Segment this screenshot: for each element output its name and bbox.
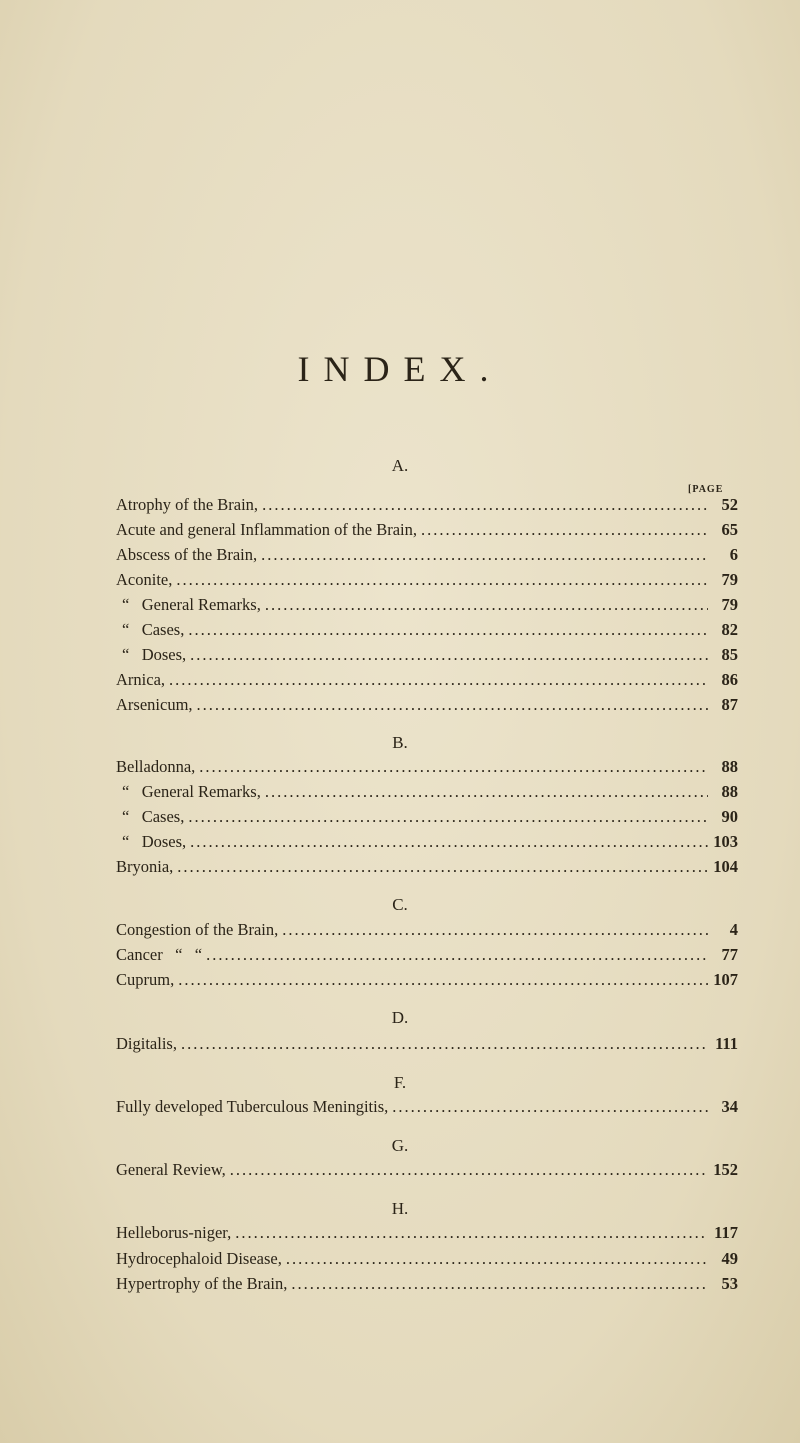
index-entry: Digitalis, ..... 111 — [116, 1034, 738, 1056]
index-entry: Hydrocephaloid Disease, ..... 49 — [116, 1249, 738, 1271]
page-title: INDEX. — [297, 349, 503, 389]
index-entry: Helleborus-niger, ..... 117 — [116, 1223, 738, 1245]
section-letter-h: H. — [391, 1199, 409, 1218]
index-entry: Hypertrophy of the Brain, ..... 53 — [116, 1274, 738, 1296]
index-entry: Cancer “ “ ..... 77 — [116, 945, 738, 967]
section-letter-d: D. — [391, 1008, 409, 1027]
index-entry: Belladonna, ..... 88 — [116, 757, 738, 779]
index-entry: Arsenicum, ..... 87 — [116, 695, 738, 717]
index-entry: Atrophy of the Brain, ..... 52 — [116, 495, 738, 517]
index-entry: General Review, ..... 152 — [116, 1160, 738, 1182]
section-letter-c: C. — [392, 895, 408, 914]
index-entry: “ Cases, ..... 82 — [116, 620, 738, 642]
index-entry: Arnica, ..... 86 — [116, 670, 738, 692]
index-entry: “ General Remarks, ..... 88 — [116, 782, 738, 804]
section-letter-a: A. — [391, 456, 409, 475]
section-letter-f: F. — [393, 1073, 407, 1092]
index-entry: Bryonia, ..... 104 — [116, 857, 738, 879]
index-entry: “ Cases, ..... 90 — [116, 807, 738, 829]
index-entry: Congestion of the Brain, ..... 4 — [116, 920, 738, 942]
index-entry: Cuprum, ..... 107 — [116, 970, 738, 992]
index-entry: Acute and general Inflammation of the Brain, ..... 65 — [116, 520, 738, 542]
index-entry: “ General Remarks, ..... 79 — [116, 595, 738, 617]
index-entry: “ Doses, ..... 103 — [116, 832, 738, 854]
index-entry: “ Doses, ..... 85 — [116, 645, 738, 667]
index-entry: Abscess of the Brain, ..... 6 — [116, 545, 738, 567]
page-column-header: [PAGE — [688, 484, 724, 495]
index-entry: Fully developed Tuberculous Meningitis, ..... 34 — [116, 1097, 738, 1119]
section-letter-g: G. — [391, 1136, 409, 1155]
index-entry: Aconite, ..... 79 — [116, 570, 738, 592]
section-letter-b: B. — [392, 733, 408, 752]
